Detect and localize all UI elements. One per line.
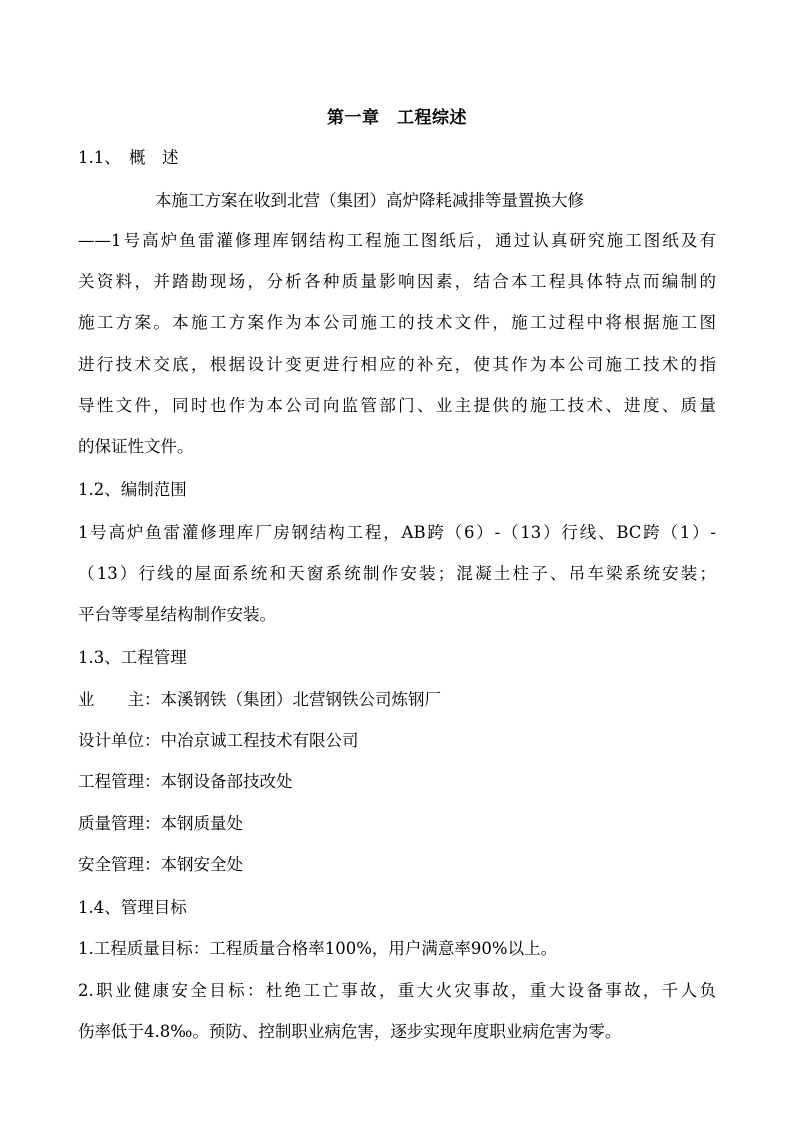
paragraph-line: ——1号高炉鱼雷灌修理库钢结构工程施工图纸后，通过认真研究施工图纸及有 <box>78 231 716 250</box>
goal-item: 1.工程质量目标：工程质量合格率100%，用户满意率90%以上。 <box>78 939 558 958</box>
paragraph-line: 平台等零星结构制作安装。 <box>78 605 276 624</box>
section-1-4-heading: 1.4、管理目标 <box>78 898 187 917</box>
paragraph-line: 的保证性文件。 <box>78 437 194 456</box>
paragraph-line: 1号高炉鱼雷灌修理库厂房钢结构工程，AB跨（6）-（13）行线、BC跨（1）- <box>78 523 716 542</box>
management-item: 质量管理：本钢质量处 <box>78 814 243 833</box>
section-1-1-heading: 1.1、 概 述 <box>78 148 179 167</box>
section-1-3-heading: 1.3、工程管理 <box>78 648 187 667</box>
paragraph-line: 关资料，并踏勘现场，分析各种质量影响因素，结合本工程具体特点而编制的 <box>78 272 716 291</box>
paragraph-line: 施工方案。本施工方案作为本公司施工的技术文件，施工过程中将根据施工图 <box>78 313 716 332</box>
section-1-2-heading: 1.2、编制范围 <box>78 480 187 499</box>
paragraph-line: 导性文件，同时也作为本公司向监管部门、业主提供的施工技术、进度、质量 <box>78 396 716 415</box>
management-item: 设计单位：中冶京诚工程技术有限公司 <box>78 731 359 750</box>
goal-item-continued: 伤率低于4.8‰。预防、控制职业病危害，逐步实现年度职业病危害为零。 <box>78 1022 622 1041</box>
paragraph-line: 本施工方案在收到北营（集团）高炉降耗减排等量置换大修 <box>155 191 584 210</box>
paragraph-line: （13）行线的屋面系统和天窗系统制作安装；混凝土柱子、吊车梁系统安装； <box>78 564 716 583</box>
chapter-title: 第一章 工程综述 <box>327 108 467 128</box>
management-item: 工程管理：本钢设备部技改处 <box>78 772 293 791</box>
management-item: 安全管理：本钢安全处 <box>78 855 243 874</box>
management-item: 业 主：本溪钢铁（集团）北营钢铁公司炼钢厂 <box>78 690 441 709</box>
paragraph-line: 进行技术交底，根据设计变更进行相应的补充，使其作为本公司施工技术的指 <box>78 355 716 374</box>
goal-item: 2.职业健康安全目标：杜绝工亡事故，重大火灾事故，重大设备事故，千人负 <box>78 981 716 1000</box>
